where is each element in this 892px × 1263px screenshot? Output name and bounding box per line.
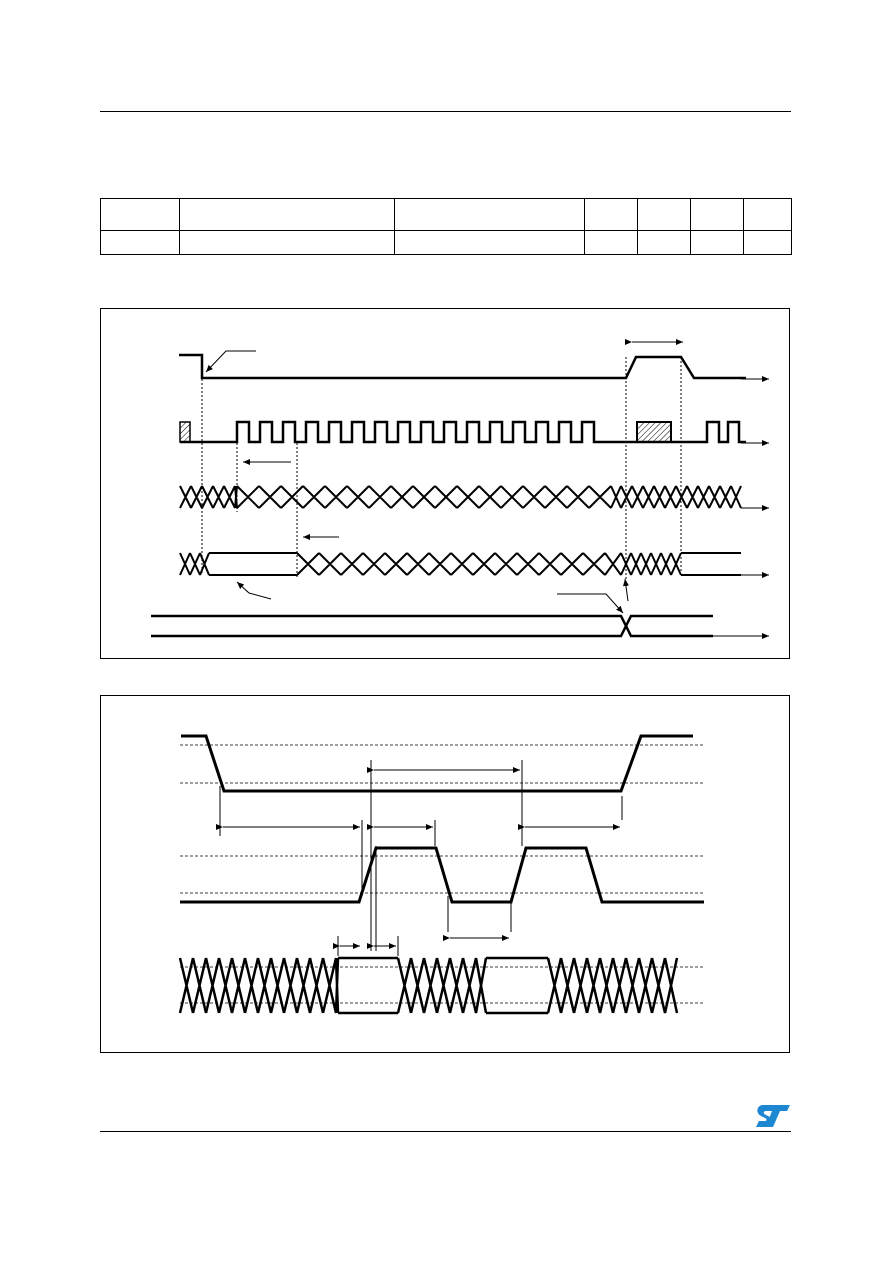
footer-rule xyxy=(100,1131,791,1132)
table-header-cell xyxy=(744,199,792,231)
st-logo-icon xyxy=(754,1103,792,1129)
table-header-cell xyxy=(638,199,691,231)
table-cell xyxy=(744,231,792,255)
table-cell xyxy=(101,231,180,255)
table-header-cell xyxy=(395,199,585,231)
table-cell xyxy=(395,231,585,255)
serial-timing-svg xyxy=(101,309,791,660)
table-header-cell xyxy=(180,199,395,231)
clock-waveform xyxy=(180,422,746,442)
table-header-cell xyxy=(101,199,180,231)
table-header-row xyxy=(101,199,792,231)
timing-callouts xyxy=(206,342,683,613)
clock-timing-diagram xyxy=(100,695,790,1053)
reference-lines xyxy=(202,357,681,589)
reference-lines xyxy=(220,760,622,956)
table-header-cell xyxy=(585,199,638,231)
table-cell xyxy=(638,231,691,255)
table-cell xyxy=(585,231,638,255)
header-rule xyxy=(100,111,791,112)
table-cell xyxy=(691,231,744,255)
bus-waveform xyxy=(151,616,713,636)
chip-select-waveform xyxy=(179,355,746,378)
data-in-waveform xyxy=(180,486,741,508)
data-in-waveform xyxy=(180,958,677,1013)
data-out-waveform xyxy=(180,553,741,575)
table-cell xyxy=(180,231,395,255)
timing-spec-table xyxy=(100,198,792,255)
clock-timing-svg xyxy=(101,696,791,1054)
table-header-cell xyxy=(691,199,744,231)
serial-timing-diagram xyxy=(100,308,790,659)
table-row xyxy=(101,231,792,255)
timing-arrows xyxy=(223,770,620,946)
